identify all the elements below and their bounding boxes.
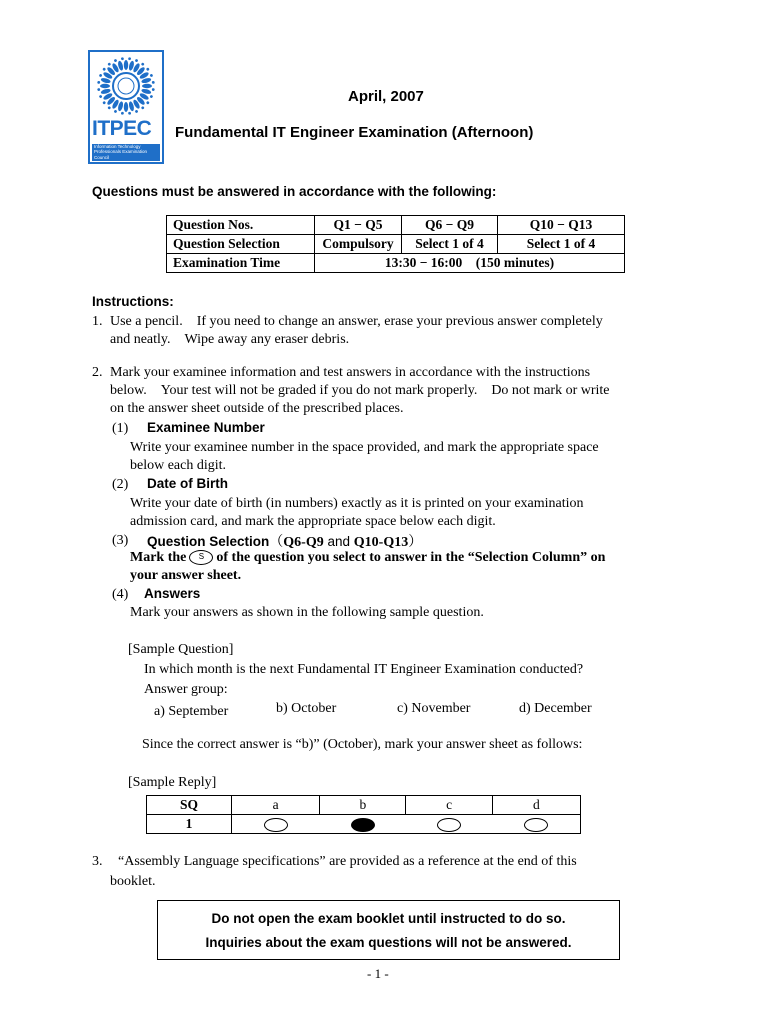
mark-the-text: Mark the	[130, 550, 187, 565]
instruction-text: Use a pencil. If you need to change an answer, erase your previous answer completely	[110, 314, 603, 329]
instruction-text: Write your date of birth (in numbers) exactly as it is printed on your examination	[130, 496, 584, 511]
instruction-text: and neatly. Wipe away any eraser debris.	[110, 332, 350, 347]
logo-petal	[124, 102, 128, 112]
exam-date: April, 2007	[348, 88, 424, 105]
table-cell: Question Selection	[167, 235, 315, 254]
table-cell	[406, 815, 492, 834]
instruction-text: Mark your answers as shown in the following sample question.	[130, 605, 484, 620]
sample-reply-table	[146, 795, 581, 834]
instruction-text: Mark your examinee information and test answers in accordance with the instructions	[110, 365, 591, 380]
table-row	[167, 235, 625, 254]
item-number: 3.	[92, 854, 103, 869]
logo-dot	[146, 67, 150, 71]
mark-rest-text: of the question you select to answer in the “Selection Column” on	[216, 550, 606, 565]
instruction-text: Write your examinee number in the space provided, and mark the appropriate space	[130, 440, 599, 455]
logo-petal	[142, 84, 152, 88]
page-number: - 1 -	[367, 966, 389, 981]
subitem-title: Date of Birth	[147, 476, 228, 491]
answer-option: d) December	[519, 701, 592, 716]
table-cell: 1	[147, 815, 232, 834]
logo-dot	[107, 106, 111, 110]
table-header-cell: d	[492, 796, 580, 815]
logo-dot	[135, 110, 139, 114]
logo-dot	[121, 112, 124, 115]
logo-dot	[97, 81, 100, 84]
subitem-title: Examinee Number	[147, 420, 265, 435]
logo-petal	[124, 60, 128, 70]
table-header-cell: c	[406, 796, 492, 815]
logo-dot	[128, 112, 131, 115]
table-cell	[492, 815, 580, 834]
item-number: 1.	[92, 314, 103, 329]
subitem-number: (2)	[112, 477, 129, 492]
subitem-number: (1)	[112, 421, 129, 436]
logo-dot	[97, 88, 100, 91]
logo-dot	[152, 81, 155, 84]
table-cell: Q6 − Q9	[402, 216, 498, 235]
logo-dot	[141, 62, 145, 66]
logo-dot	[150, 74, 154, 78]
instruction-text: your answer sheet.	[130, 568, 242, 583]
table-row	[167, 216, 625, 235]
answer-option: c) November	[397, 701, 471, 716]
instruction-text: below each digit.	[130, 458, 227, 473]
logo-dot	[99, 74, 103, 78]
subitem-title-line	[147, 531, 422, 551]
logo-dot	[146, 101, 150, 105]
paren-open: （	[269, 535, 284, 550]
instruction-text: admission card, and mark the appropriate space below each digit.	[130, 514, 496, 529]
logo-dot	[152, 88, 155, 91]
logo-text: ITPEC	[92, 117, 152, 140]
instruction-text: below. Your test will not be graded if you do not mark properly. Do not mark or write	[110, 383, 610, 398]
sample-question-text: In which month is the next Fundamental IT Engineer Examination conducted?	[144, 662, 584, 677]
logo-dot	[114, 110, 118, 114]
notice-box	[157, 900, 620, 960]
notice-line: Do not open the exam booklet until instructed to do so.	[211, 911, 566, 926]
rules-heading: Questions must be answered in accordance with the following:	[92, 184, 497, 199]
logo-dot	[121, 57, 124, 60]
subitem-number: (3)	[112, 533, 129, 548]
table-cell	[320, 815, 406, 834]
table-header-cell: SQ	[147, 796, 232, 815]
logo-petal	[100, 84, 110, 88]
logo-dot	[107, 62, 111, 66]
question-range: Q10-Q13	[353, 535, 409, 550]
table-cell: Select 1 of 4	[402, 235, 498, 254]
instruction-text: booklet.	[110, 874, 156, 889]
answer-bubble-b-icon	[351, 818, 375, 832]
table-cell: 13:30 − 16:00 (150 minutes)	[315, 254, 625, 273]
table-row	[147, 796, 581, 815]
itpec-logo	[88, 50, 164, 164]
exam-title: Fundamental IT Engineer Examination (Afternoon)	[175, 124, 534, 141]
notice-line: Inquiries about the exam questions will not be answered.	[205, 935, 572, 950]
logo-subtitle-line2: Professionals Examination Council	[94, 149, 148, 160]
logo-emblem-icon	[94, 56, 158, 116]
question-range: Q6-Q9	[283, 535, 324, 550]
logo-subtitle	[92, 144, 160, 161]
table-cell: Q1 − Q5	[315, 216, 402, 235]
table-cell: Compulsory	[315, 235, 402, 254]
item-number: 2.	[92, 365, 103, 380]
table-row	[147, 815, 581, 834]
instruction-text: on the answer sheet outside of the prescribed places.	[110, 401, 404, 416]
conjunction: and	[323, 534, 354, 549]
subitem-number: (4)	[112, 587, 129, 602]
table-cell: Examination Time	[167, 254, 315, 273]
logo-dot	[128, 57, 131, 60]
answer-bubble-d-icon	[524, 818, 548, 832]
sample-reply-heading: [Sample Reply]	[128, 775, 217, 790]
answer-option: a) September	[154, 704, 229, 719]
table-cell: Q10 − Q13	[498, 216, 625, 235]
table-cell: Question Nos.	[167, 216, 315, 235]
table-cell	[232, 815, 320, 834]
instruction-text: “Assembly Language specifications” are provided as a reference at the end of this	[118, 854, 577, 869]
question-table	[166, 215, 625, 273]
instructions-heading: Instructions:	[92, 294, 174, 309]
paren-close: ）	[408, 535, 423, 550]
logo-dot	[141, 106, 145, 110]
table-cell: Select 1 of 4	[498, 235, 625, 254]
logo-dot	[135, 59, 139, 63]
sample-question-heading: [Sample Question]	[128, 642, 234, 657]
table-header-cell: b	[320, 796, 406, 815]
subitem-title: Question Selection	[147, 534, 270, 549]
answer-bubble-a-icon	[264, 818, 288, 832]
selection-circle-icon: S	[189, 550, 213, 565]
subitem-title: Answers	[144, 586, 201, 601]
logo-dot	[99, 95, 103, 99]
logo-dot	[114, 59, 118, 63]
table-row	[167, 254, 625, 273]
logo-dot	[150, 95, 154, 99]
instruction-text	[130, 550, 605, 566]
answer-group-label: Answer group:	[144, 682, 228, 697]
sample-explanation: Since the correct answer is “b)” (October), mark your answer sheet as follows:	[142, 737, 583, 752]
table-header-cell: a	[232, 796, 320, 815]
logo-subtitle-line1: Information Technology	[94, 144, 141, 149]
logo-dot	[102, 101, 106, 105]
answer-bubble-c-icon	[437, 818, 461, 832]
answer-option: b) October	[276, 701, 337, 716]
logo-dot	[102, 67, 106, 71]
